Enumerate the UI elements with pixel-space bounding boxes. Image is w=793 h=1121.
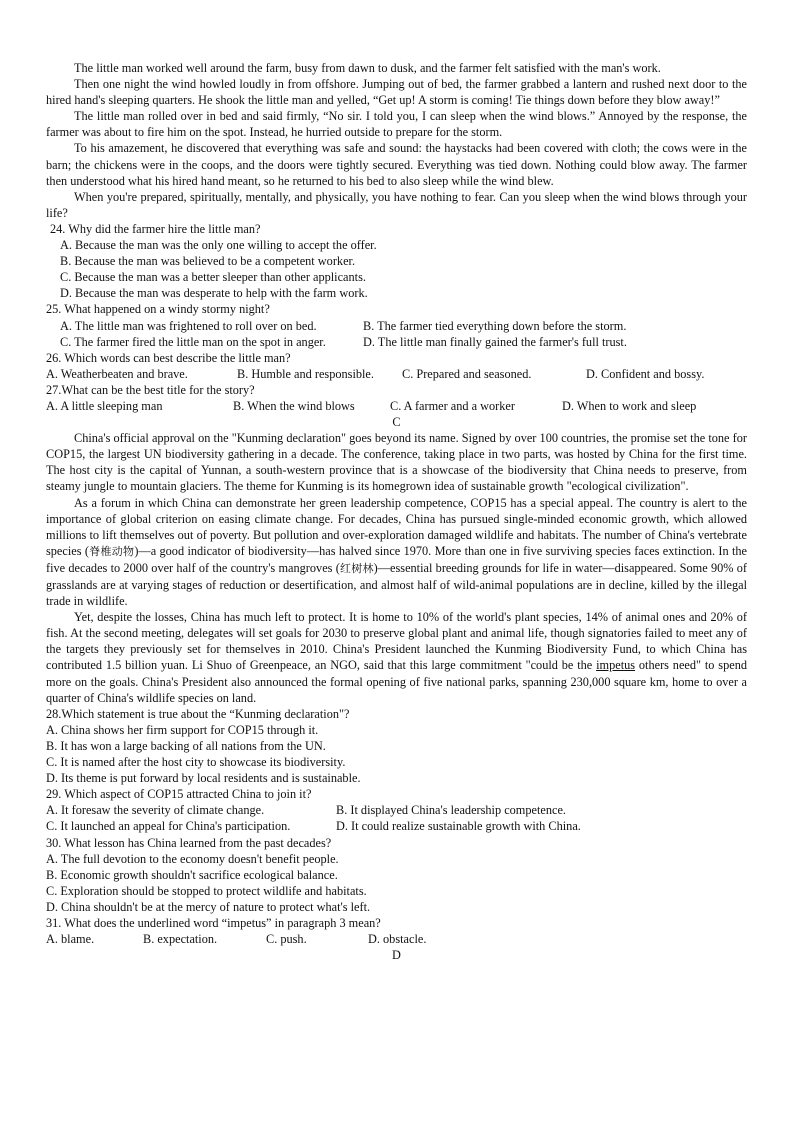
passage-c-paragraph-1: China's official approval on the "Kunming declaration" goes beyond its name. Signed by over 100 countries, the promise set the tone for COP15, the largest UN biodiversity gathering in a decade. The conference, taking place in two parts, was hosted by China for the first time. The host city is the capital of Yunnan, a south-western province that is a showcase of the biodiversity that China needs to preserve, from steamy jungle to mountain glaciers. The theme for Kunming is its homegrown idea of sustainable growth "ecological civilization". (46, 431, 747, 494)
question-28-stem: 28.Which statement is true about the “Kunming declaration"? (46, 706, 350, 721)
question-25 (46, 301, 747, 349)
question-30-option-d: D. China shouldn't be at the mercy of nature to protect what's left. (46, 899, 371, 914)
question-31-stem: 31. What does the underlined word “impetus” in paragraph 3 mean? (46, 915, 381, 930)
question-27-option-d: D. When to work and sleep (562, 398, 697, 413)
question-26-stem: 26. Which words can best describe the little man? (46, 350, 291, 365)
question-27 (46, 382, 747, 414)
question-28-option-d: D. Its theme is put forward by local residents and is sustainable. (46, 771, 361, 786)
passage-c-paragraph-3: Yet, despite the losses, China has much left to protect. It is home to 10% of the world's plant species, 14% of animal ones and 20% of fish. At the second meeting, delegates will set goals for 2030 to preserve global plant and animal life, though signatories failed to meet any of the targets they previously set for themselves in 2010. China's President launched the Kunming Biodiversity Fund, to which China has contributed 1.5 billion yuan. Li Shuo of Greenpeace, an NGO, said that this large commitment "could be the impetus others need" to spend more on the goals. China's President also announced the formal opening of five national parks, spanning 230,000 square km, home to over a quarter of China's wildlife species on land. (46, 610, 747, 705)
question-31-option-b: B. expectation. (143, 932, 218, 947)
passage-b-paragraph-4: To his amazement, he discovered that everything was safe and sound: the haystacks had been covered with cloth; the cows were in the barn; the chickens were in the coops, and the doors were tightly secured. Everything was tied down. Nothing could blow away. The farmer then understood what his hired hand meant, so he returned to his bed to also sleep while the wind blew. (46, 141, 747, 188)
chinese-gloss-vertebrate: 脊椎动物 (88, 544, 135, 558)
question-25-option-c: C. The farmer fired the little man on the spot in anger. (60, 334, 326, 349)
question-31-option-c: C. push. (266, 932, 307, 947)
question-25-option-b: B. The farmer tied everything down before the storm. (363, 318, 627, 333)
question-29-stem: 29. Which aspect of COP15 attracted China to join it? (46, 787, 312, 802)
passage-b-paragraph-2: Then one night the wind howled loudly in from offshore. Jumping out of bed, the farmer grabbed a lantern and rushed next door to the hired hand's sleeping quarters. He shook the little man and yelled, “Get up! A storm is coming! Tie things down before they blow away!” (46, 77, 747, 108)
section-c-heading: C (392, 415, 401, 430)
question-30-stem: 30. What lesson has China learned from the past decades? (46, 835, 332, 850)
question-30 (46, 835, 747, 915)
passage-b-paragraph-5: When you're prepared, spiritually, mentally, and physically, you have nothing to fear. Can you sleep when the wind blows through your life? (46, 189, 747, 220)
question-24-option-b: B. Because the man was believed to be a competent worker. (60, 254, 356, 269)
question-31-option-a: A. blame. (46, 932, 95, 947)
question-29-option-a: A. It foresaw the severity of climate change. (46, 803, 265, 818)
question-27-option-c: C. A farmer and a worker (390, 398, 515, 413)
question-25-stem: 25. What happened on a windy stormy night? (46, 302, 270, 317)
question-28-option-c: C. It is named after the host city to showcase its biodiversity. (46, 755, 346, 770)
passage-b-paragraph-3: The little man rolled over in bed and said firmly, “No sir. I told you, I can sleep when the wind blows.” Annoyed by the response, the farmer was about to fire him on the spot. Instead, he hurried outside to prepare for the storm. (46, 109, 747, 140)
question-24-option-a: A. Because the man was the only one willing to accept the offer. (60, 238, 377, 253)
question-31-option-d: D. obstacle. (368, 932, 427, 947)
question-27-option-a: A. A little sleeping man (46, 398, 163, 413)
question-30-option-c: C. Exploration should be stopped to protect wildlife and habitats. (46, 883, 367, 898)
question-27-option-b: B. When the wind blows (233, 398, 355, 413)
question-26-option-b: B. Humble and responsible. (237, 366, 374, 381)
question-24-option-d: D. Because the man was desperate to help with the farm work. (60, 286, 368, 301)
question-30-option-b: B. Economic growth shouldn't sacrifice ecological balance. (46, 867, 338, 882)
question-30-option-a: A. The full devotion to the economy doesn't benefit people. (46, 851, 339, 866)
question-31 (46, 915, 747, 947)
question-29-option-c: C. It launched an appeal for China's participation. (46, 819, 291, 834)
question-28-option-b: B. It has won a large backing of all nations from the UN. (46, 738, 326, 753)
question-26-option-d: D. Confident and bossy. (586, 366, 705, 381)
question-24-option-c: C. Because the man was a better sleeper than other applicants. (60, 270, 366, 285)
question-24-stem: 24. Why did the farmer hire the little man? (50, 221, 261, 236)
question-27-stem: 27.What can be the best title for the story? (46, 382, 255, 397)
question-29-option-b: B. It displayed China's leadership competence. (336, 803, 566, 818)
passage-b-paragraph-1: The little man worked well around the farm, busy from dawn to dusk, and the farmer felt satisfied with the man's work. (74, 61, 661, 75)
question-26 (46, 350, 747, 382)
question-29-option-d: D. It could realize sustainable growth with China. (336, 819, 581, 834)
chinese-gloss-mangrove: 红树林 (339, 561, 374, 575)
question-26-option-a: A. Weatherbeaten and brave. (46, 366, 188, 381)
question-25-option-d: D. The little man finally gained the farmer's full trust. (363, 334, 627, 349)
underlined-word-impetus: impetus (596, 658, 636, 673)
question-24 (46, 221, 747, 301)
question-28 (46, 706, 747, 786)
section-d-heading: D (392, 948, 401, 963)
question-28-option-a: A. China shows her firm support for COP15 through it. (46, 722, 319, 737)
question-29 (46, 786, 747, 834)
question-25-option-a: A. The little man was frightened to roll over on bed. (60, 318, 317, 333)
passage-c-paragraph-2: As a forum in which China can demonstrate her green leadership competence, COP15 has a special appeal. The country is alert to the importance of global criterion on easing climate change. For decades, China has pursued single-minded economic growth, which allowed millions to lift themselves out of poverty. But pollution and over-exploration damaged wildlife and habitats. The number of China's vertebrate species (脊椎动物)—a good indicator of biodiversity—has halved since 1970. More than one in five surviving species faces extinction. In the five decades to 2000 over half of the country's mangroves (红树林)—essential breeding grounds for life in water—disappeared. Some 90% of grasslands are at varying stages of reduction or desertification, and almost half of wild-animal populations are in decline, killed by the illegal trade in wildlife. (46, 495, 748, 609)
question-26-option-c: C. Prepared and seasoned. (402, 366, 532, 381)
